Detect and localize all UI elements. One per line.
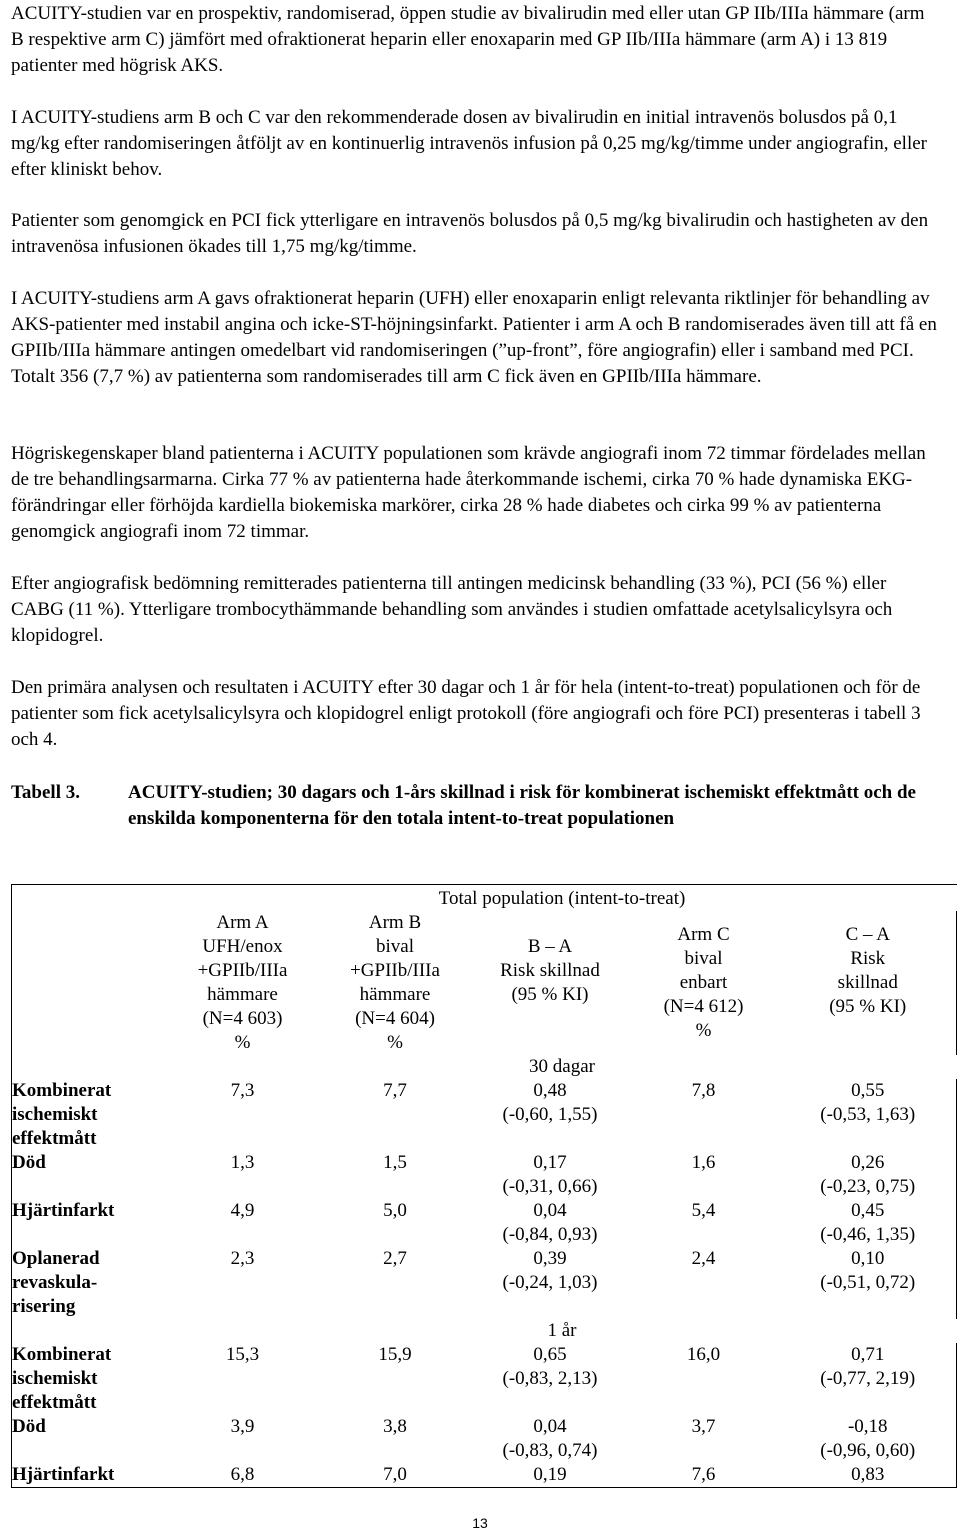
col-header-c-a: C – A Risk skillnad (95 % KI) (780, 911, 957, 1055)
cell-arm-b: 15,9 (378, 1344, 412, 1365)
table-caption-title: ACUITY-studien; 30 dagars och 1-års skillnad i risk för kombinerat ischemiskt effektmått och de enskilda komponenterna för den totala intent-to-treat populationen (128, 782, 916, 829)
cell-arm-b: 2,7 (383, 1248, 407, 1269)
table-row (12, 1463, 957, 1488)
page-number: 13 (472, 1515, 488, 1531)
cell-arm-c: 5,4 (691, 1200, 716, 1221)
cell-arm-c: 7,8 (691, 1080, 716, 1101)
cell-arm-a: 7,3 (230, 1080, 255, 1101)
cell-arm-c: 16,0 (686, 1344, 721, 1365)
intro-paragraph: ACUITY-studien var en prospektiv, randomiserad, öppen studie av bivalirudin med eller utan GP IIb/IIIa hämmare (arm B respektive arm C) jämfört med ofraktionerat heparin eller enoxaparin med GP IIb/IIIa hämmare (arm A) i 13 819 patienter med högrisk AKS. (11, 3, 925, 76)
results-table (11, 884, 957, 1488)
cell-b-a: 0,04 (-0,84, 0,93) (502, 1200, 598, 1245)
row-label: Kombinerat ischemiskt effektmått (12, 1079, 168, 1151)
row-label: Död (12, 1415, 168, 1463)
cell-b-a: 0,19 (473, 1463, 628, 1488)
col-header-arm-a: Arm A UFH/enox +GPIIb/IIIa hämmare (N=4 603) % (197, 912, 288, 1053)
col-header-b-a: B – A Risk skillnad (95 % KI) (500, 936, 600, 1005)
cell-arm-a: 2,3 (230, 1248, 255, 1269)
col-header-arm-c: Arm C bival enbart (N=4 612) % (663, 924, 744, 1041)
cell-c-a: 0,71 (-0,77, 2,19) (780, 1343, 957, 1415)
table-row (12, 1079, 957, 1151)
angiography-paragraph: Efter angiografisk bedömning remitterades patienterna till antingen medicinsk behandling (33 %), PCI (56 %) eller CABG (11 %). Ytterligare trombocythämmande behandling som användes i studien omfattade acetylsalicylsyra och klopidogrel. (11, 573, 893, 646)
table-row (12, 1151, 957, 1199)
table-row (12, 1247, 957, 1319)
table-row (12, 1199, 957, 1247)
cell-c-a: 0,45 (-0,46, 1,35) (780, 1199, 957, 1247)
arm-a-paragraph: I ACUITY-studiens arm A gavs ofraktionerat heparin (UFH) eller enoxaparin enligt relevanta riktlinjer för behandling av AKS-patienter med instabil angina och icke-ST-höjningsinfarkt. Patienter i arm A och B randomiserades även till att få en GPIIb/IIIa hämmare antingen omedelbart vid randomiseringen (”up-front”, före angiografin) eller i samband med PCI. Totalt 356 (7,7 %) av patienterna som randomiserades till arm C fick även en GPIIb/IIIa hämmare. (11, 288, 937, 387)
cell-b-a: 0,39 (-0,24, 1,03) (502, 1248, 598, 1293)
analysis-paragraph: Den primära analysen och resultaten i ACUITY efter 30 dagar och 1 år för hela (intent-to-treat) populationen och för de patienter som fick acetylsalicylsyra och klopidogrel enligt protokoll (före angiografi och före PCI) presenteras i tabell 3 och 4. (11, 677, 921, 750)
cell-arm-c: 7,6 (628, 1463, 780, 1488)
cell-arm-c: 3,7 (691, 1416, 716, 1437)
pci-paragraph: Patienter som genomgick en PCI fick ytterligare en intravenös bolusdos på 0,5 mg/kg bivalirudin och hastigheten av den intravenösa infusionen ökades till 1,75 mg/kg/timme. (11, 210, 929, 257)
row-label: Kombinerat ischemiskt effektmått (12, 1343, 168, 1415)
table-caption-label: Tabell 3. (11, 782, 80, 803)
cell-b-a: 0,17 (-0,31, 0,66) (502, 1152, 598, 1197)
cell-c-a: -0,18 (-0,96, 0,60) (780, 1415, 957, 1463)
cell-arm-a: 1,3 (230, 1152, 255, 1173)
row-label: Oplanerad revaskula- risering (12, 1247, 168, 1319)
col-header-arm-b: Arm B bival +GPIIb/IIIa hämmare (N=4 604) % (350, 912, 440, 1053)
cell-arm-b: 5,0 (383, 1200, 407, 1221)
cell-c-a: 0,10 (-0,51, 0,72) (780, 1247, 957, 1319)
group-30-dagar: 30 dagar (529, 1056, 595, 1077)
cell-arm-b: 1,5 (383, 1152, 407, 1173)
table-row (12, 1415, 957, 1463)
cell-arm-b: 7,7 (383, 1080, 407, 1101)
cell-arm-a: 4,9 (230, 1200, 255, 1221)
row-label: Hjärtinfarkt (12, 1199, 168, 1247)
super-header: Total population (intent-to-treat) (168, 885, 957, 912)
row-label: Hjärtinfarkt (12, 1463, 168, 1488)
cell-arm-a: 3,9 (230, 1416, 255, 1437)
cell-arm-b: 3,8 (383, 1416, 407, 1437)
cell-c-a: 0,55 (-0,53, 1,63) (780, 1079, 957, 1151)
cell-b-a: 0,48 (-0,60, 1,55) (502, 1080, 598, 1125)
cell-c-a: 0,26 (-0,23, 0,75) (780, 1151, 957, 1199)
cell-b-a: 0,04 (-0,83, 0,74) (502, 1416, 598, 1461)
risk-features-paragraph: Högriskegenskaper bland patienterna i ACUITY populationen som krävde angiografi inom 72 timmar fördelades mellan de tre behandlingsarmarna. Cirka 77 % av patienterna hade återkommande ischemi, cirka 70 % hade dynamiska EKG-förändringar eller förhöjda kardiella biokemiska markörer, cirka 28 % hade diabetes och cirka 99 % av patienterna genomgick angiografi inom 72 timmar. (11, 443, 926, 542)
dosing-paragraph: I ACUITY-studiens arm B och C var den rekommenderade dosen av bivalirudin en initial intravenös bolusdos på 0,1 mg/kg efter randomiseringen åtföljt av en kontinuerlig intravenös infusion på 0,25 mg/kg/timme under angiografin, eller efter kliniskt behov. (11, 107, 927, 180)
cell-b-a: 0,65 (-0,83, 2,13) (502, 1344, 598, 1389)
group-1-ar: 1 år (547, 1320, 577, 1341)
cell-arm-c: 1,6 (691, 1152, 716, 1173)
table-row (12, 1343, 957, 1415)
cell-arm-a: 15,3 (225, 1344, 260, 1365)
row-label: Död (12, 1151, 168, 1199)
cell-c-a: 0,83 (780, 1463, 957, 1488)
cell-arm-c: 2,4 (691, 1248, 716, 1269)
cell-arm-b: 7,0 (318, 1463, 473, 1488)
cell-arm-a: 6,8 (168, 1463, 318, 1488)
